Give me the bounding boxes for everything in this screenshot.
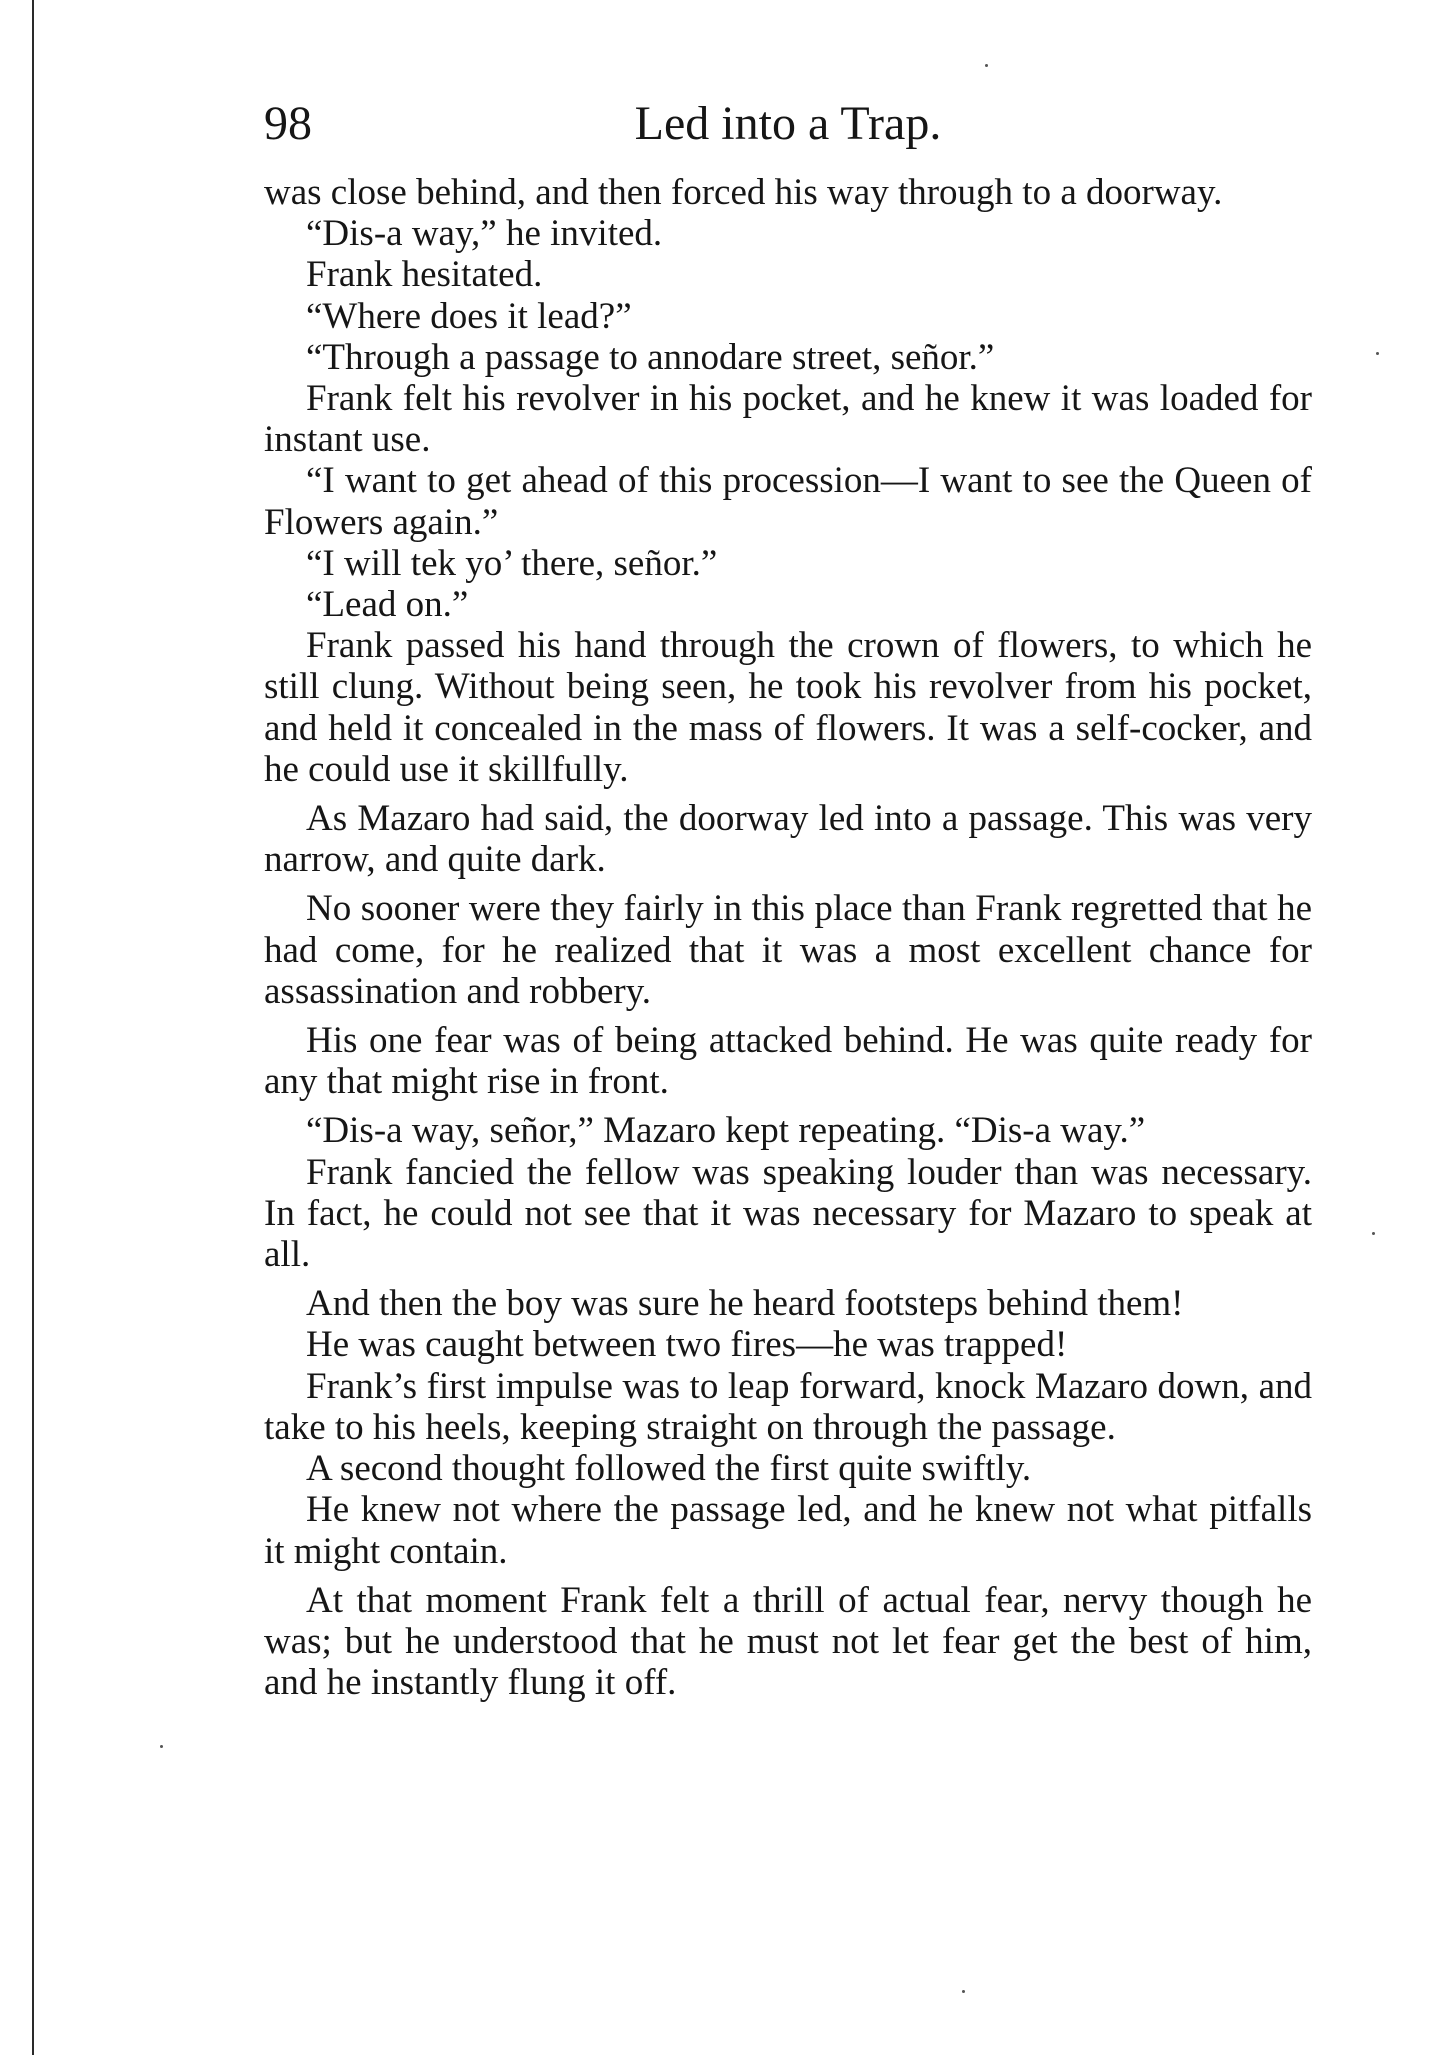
paper-speck	[985, 64, 988, 67]
paragraph: “Dis-a way, señor,” Mazaro kept repeating. “Dis-a way.”	[306, 1110, 1146, 1152]
paragraph: His one fear was of being attacked behind. He was quite ready for any that might rise in front.	[264, 1020, 1312, 1103]
paragraph: No sooner were they fairly in this place than Frank regretted that he had come, for he realized that it was a most excellent chance for assassination and robbery.	[264, 888, 1312, 1012]
paragraph: was close behind, and then forced his way through to a doorway.	[264, 172, 1223, 213]
paragraph: “I will tek yo’ there, señor.”	[306, 542, 718, 584]
body-text	[264, 172, 1312, 1703]
paragraph: “Dis-a way,” he invited.	[306, 213, 663, 255]
page-number: 98	[264, 97, 312, 150]
paragraph: Frank hesitated.	[306, 254, 543, 296]
book-page	[264, 96, 1312, 1703]
paragraph: A second thought followed the first quite swiftly.	[306, 1448, 1032, 1490]
paragraph: “Through a passage to annodare street, señor.”	[306, 336, 995, 378]
paper-speck	[1372, 1232, 1375, 1235]
running-head	[264, 96, 1312, 162]
chapter-running-title: Led into a Trap.	[634, 97, 942, 150]
paper-speck	[160, 1745, 163, 1748]
paragraph: “Lead on.”	[306, 584, 469, 626]
paragraph: At that moment Frank felt a thrill of actual fear, nervy though he was; but he understood that he must not let fear get the best of him, and he instantly flung it off.	[264, 1579, 1312, 1704]
paper-speck	[962, 1990, 965, 1993]
paragraph: Frank’s first impulse was to leap forward, knock Mazaro down, and take to his heels, keeping straight on through the passage.	[264, 1365, 1312, 1448]
paragraph: And then the boy was sure he heard footsteps behind them!	[306, 1283, 1184, 1325]
paragraph: “I want to get ahead of this procession—I want to see the Queen of Flowers again.”	[264, 460, 1312, 543]
paragraph: Frank felt his revolver in his pocket, and he knew it was loaded for instant use.	[264, 378, 1312, 461]
paragraph: He knew not where the passage led, and he knew not what pitfalls it might contain.	[264, 1489, 1312, 1572]
paragraph: Frank passed his hand through the crown of flowers, to which he still clung. Without being seen, he took his revolver from his pocket, and held it concealed in the mass of flowers. It was a self-cocker, and he could use it skillfully.	[264, 625, 1312, 790]
paragraph: Frank fancied the fellow was speaking louder than was necessary. In fact, he could not see that it was necessary for Mazaro to speak at all.	[264, 1151, 1312, 1276]
paper-speck	[1376, 352, 1379, 355]
page-binding-edge	[32, 0, 34, 2055]
paragraph: “Where does it lead?”	[306, 295, 632, 337]
paragraph: As Mazaro had said, the doorway led into a passage. This was very narrow, and quite dark.	[264, 798, 1312, 881]
paragraph: He was caught between two fires—he was trapped!	[306, 1324, 1068, 1366]
